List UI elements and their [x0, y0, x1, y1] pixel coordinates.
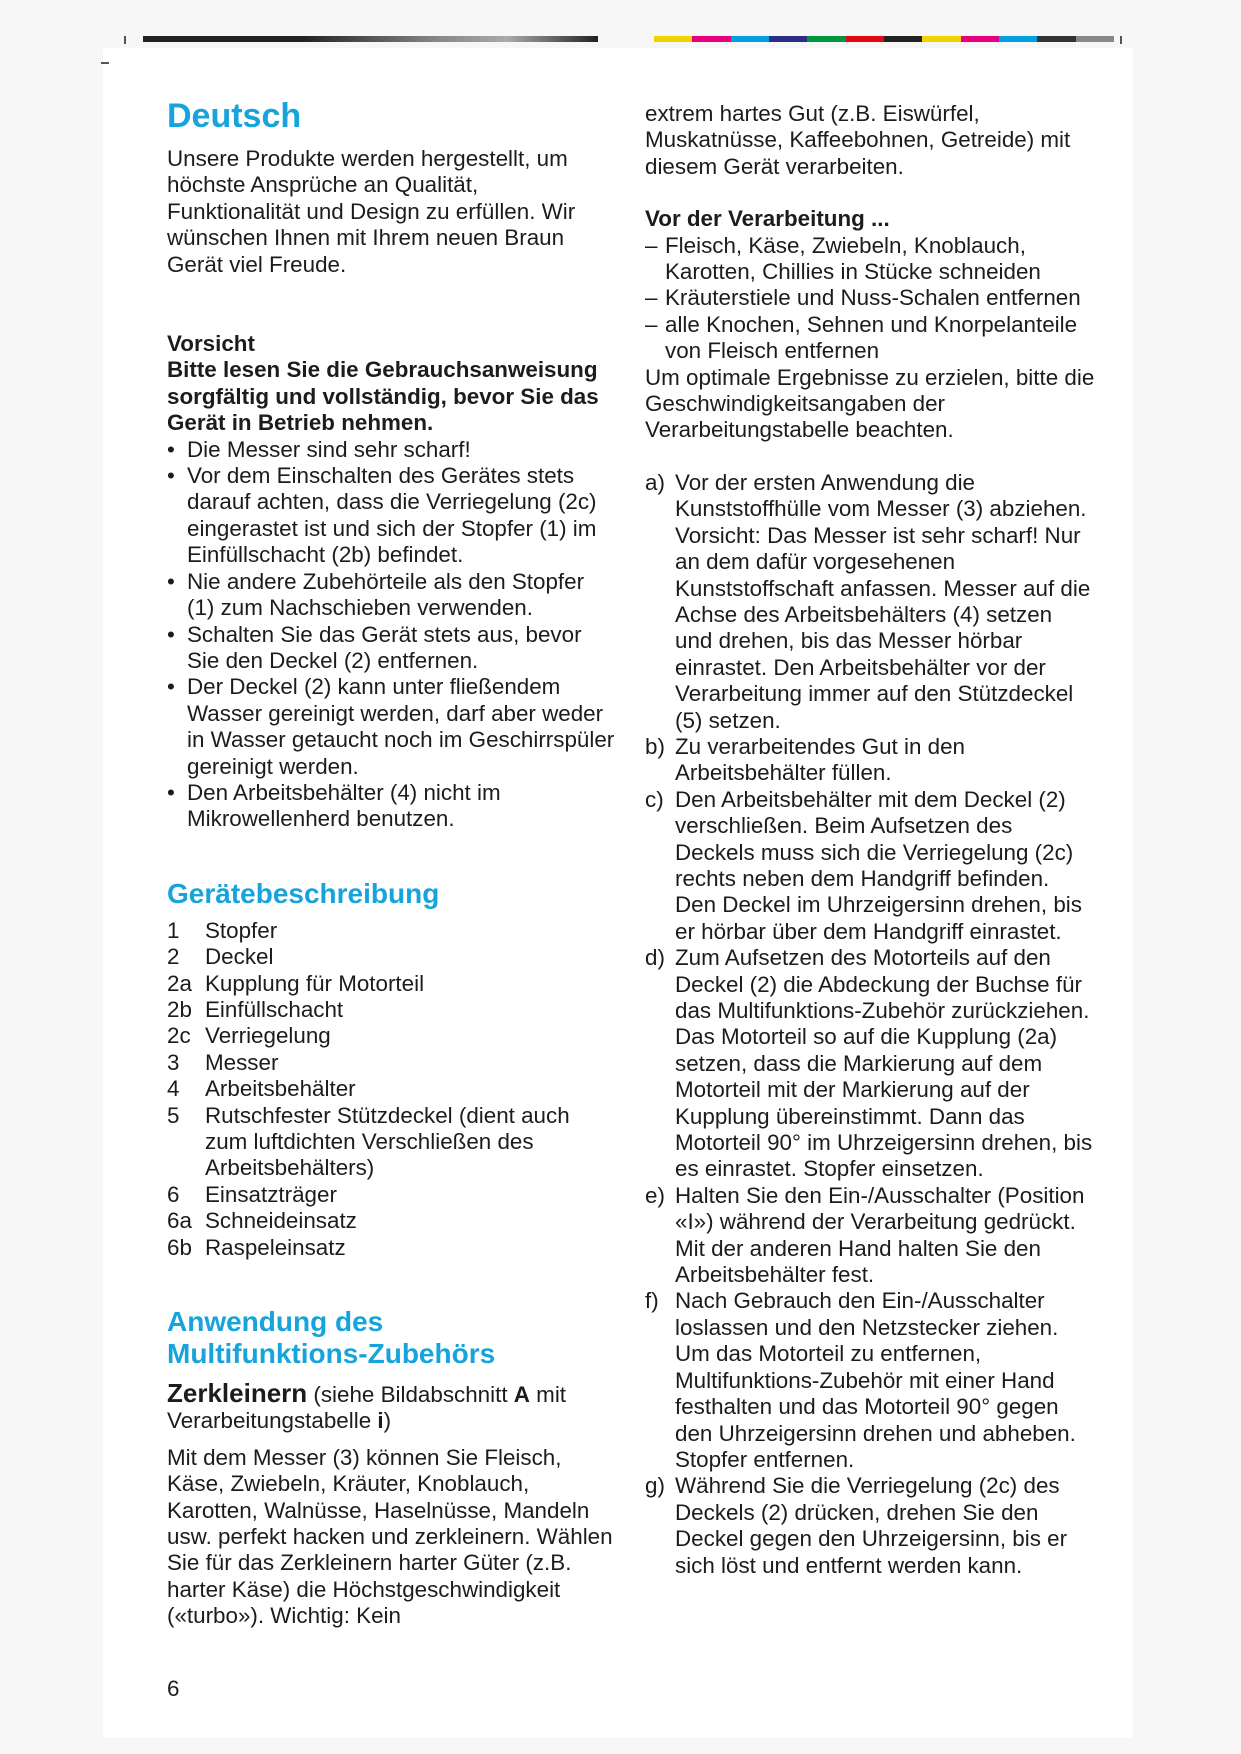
device-description-heading: Gerätebeschreibung	[167, 877, 440, 909]
usage-heading: Anwendung des Multifunktions-Zubehörs	[167, 1306, 496, 1370]
safety-bullet: • Vor dem Einschalten des Gerätes stets darauf achten, dass die Verriegelung (2c) eingerastet ist und sich der Stopfer (1) im Einfüllschacht (2b) befindet.	[167, 463, 617, 569]
part-item: 2 Deckel	[167, 944, 274, 970]
part-item: 5 Rutschfester Stützdeckel (dient auch zum luftdichten Verschließen des Arbeitsbehälters)	[167, 1102, 570, 1181]
step-item: a) Vor der ersten Anwendung die Kunststoffhülle vom Messer (3) abziehen. Vorsicht: Das Messer ist sehr scharf! Nur an dem dafür vorgesehenen Kunststoffschaft anfassen. Messer auf die Achse des Arbeitsbehälters (4) setzen und drehen, bis das Messer hörbar einrastet. Den Arbeitsbehälter vor der Verarbeitung immer auf den Stützdeckel (5) setzen.	[645, 469, 1091, 733]
grayscale-calibration-bar	[143, 36, 598, 42]
safety-bullet: • Der Deckel (2) kann unter fließendem Wasser gereinigt werden, darf aber weder in Wasser getaucht noch im Geschirrspüler gereinigt werden.	[167, 674, 617, 780]
crop-mark	[1120, 36, 1122, 44]
right-column	[645, 101, 1095, 1579]
safety-bullet: • Die Messer sind sehr scharf!	[167, 437, 617, 463]
step-item: e) Halten Sie den Ein-/Ausschalter (Position «I») während der Verarbeitung gedrückt. Mit der anderen Hand halten Sie den Arbeitsbehälter fest.	[645, 1182, 1085, 1288]
crop-mark	[124, 36, 126, 44]
caution-title: Vorsicht	[167, 331, 255, 357]
safety-bullet: • Nie andere Zubehörteile als den Stopfer (1) zum Nachschieben verwenden.	[167, 569, 617, 622]
part-item: 4 Arbeitsbehälter	[167, 1076, 356, 1102]
color-calibration-bar	[654, 36, 1114, 42]
part-item: 6 Einsatzträger	[167, 1181, 337, 1207]
part-item: 2a Kupplung für Motorteil	[167, 970, 425, 996]
language-heading: Deutsch	[167, 97, 302, 135]
part-item: 3 Messer	[167, 1049, 279, 1075]
part-item: 2c Verriegelung	[167, 1023, 331, 1049]
chopping-subheading: Zerkleinern (siehe Bildabschnitt A mit Verarbeitungstabelle i)	[167, 1378, 567, 1434]
step-item: b) Zu verarbeitendes Gut in den Arbeitsbehälter füllen.	[645, 733, 966, 786]
caution-instruction: Bitte lesen Sie die Gebrauchsanweisung sorgfältig und vollständig, bevor Sie das Gerät in Betrieb nehmen.	[167, 357, 599, 436]
step-list	[645, 470, 1095, 1579]
step-item: c) Den Arbeitsbehälter mit dem Deckel (2) verschließen. Beim Aufsetzen des Deckels muss sich die Verriegelung (2c) rechts neben dem Handgriff befinden. Den Deckel im Uhrzeigersinn drehen, bis er hörbar über dem Handgriff einrastet.	[645, 786, 1082, 944]
crop-mark	[101, 62, 109, 64]
preparation-list	[645, 233, 1095, 365]
safety-bullet: • Den Arbeitsbehälter (4) nicht im Mikrowellenherd benutzen.	[167, 780, 617, 833]
preparation-item: – Kräuterstiele und Nuss-Schalen entfernen	[645, 285, 1095, 311]
part-item: 2b Einfüllschacht	[167, 996, 344, 1022]
part-item: 1 Stopfer	[167, 917, 278, 943]
preparation-title: Vor der Verarbeitung ...	[645, 206, 890, 232]
intro-paragraph: Unsere Produkte werden hergestellt, um höchste Ansprüche an Qualität, Funktionalität und Design zu erfüllen. Wir wünschen Ihnen mit Ihrem neuen Braun Gerät viel Freude.	[167, 146, 576, 277]
preparation-item: – Fleisch, Käse, Zwiebeln, Knoblauch, Karotten, Chillies in Stücke schneiden	[645, 233, 1095, 286]
safety-bullet-list	[167, 437, 617, 833]
left-column	[167, 96, 617, 1630]
continued-paragraph: extrem hartes Gut (z.B. Eiswürfel, Muskatnüsse, Kaffeebohnen, Getreide) mit diesem Gerät verarbeiten.	[645, 101, 1071, 179]
step-item: f) Nach Gebrauch den Ein-/Ausschalter loslassen und den Netzstecker ziehen. Um das Motorteil zu entfernen, Multifunktions-Zubehör mit einer Hand festhalten und das Motorteil 90° gegen den Uhrzeigersinn drehen und abheben. Stopfer entfernen.	[645, 1288, 1076, 1472]
part-item: 6a Schneideinsatz	[167, 1208, 357, 1234]
parts-list	[167, 918, 617, 1261]
step-item: d) Zum Aufsetzen des Motorteils auf den Deckel (2) die Abdeckung der Buchse für das Multifunktions-Zubehör zurückziehen. Das Motorteil so auf die Kupplung (2a) setzen, dass die Markierung auf dem Motorteil mit der Markierung auf der Kupplung übereinstimmt. Dann das Motorteil 90° im Uhrzeigersinn drehen, bis es einrastet. Stopfer einsetzen.	[645, 945, 1093, 1182]
preparation-note: Um optimale Ergebnisse zu erzielen, bitte die Geschwindigkeitsangaben der Verarbeitungstabelle beachten.	[645, 364, 1095, 443]
safety-bullet: • Schalten Sie das Gerät stets aus, bevor Sie den Deckel (2) entfernen.	[167, 622, 617, 675]
preparation-item: – alle Knochen, Sehnen und Knorpelanteile von Fleisch entfernen	[645, 312, 1095, 365]
page-number: 6	[167, 1676, 180, 1701]
part-item: 6b Raspeleinsatz	[167, 1234, 346, 1260]
chopping-paragraph: Mit dem Messer (3) können Sie Fleisch, Käse, Zwiebeln, Kräuter, Knoblauch, Karotten, Walnüsse, Haselnüsse, Mandeln usw. perfekt hacken und zerkleinern. Wählen Sie für das Zerkleinern harter Güter (z.B. harter Käse) die Höchstgeschwindigkeit («turbo»). Wichtig: Kein	[167, 1444, 613, 1629]
step-item: g) Während Sie die Verriegelung (2c) des Deckels (2) drücken, drehen Sie den Deckel gegen den Uhrzeigersinn, bis er sich löst und entfernt werden kann.	[645, 1473, 1068, 1578]
